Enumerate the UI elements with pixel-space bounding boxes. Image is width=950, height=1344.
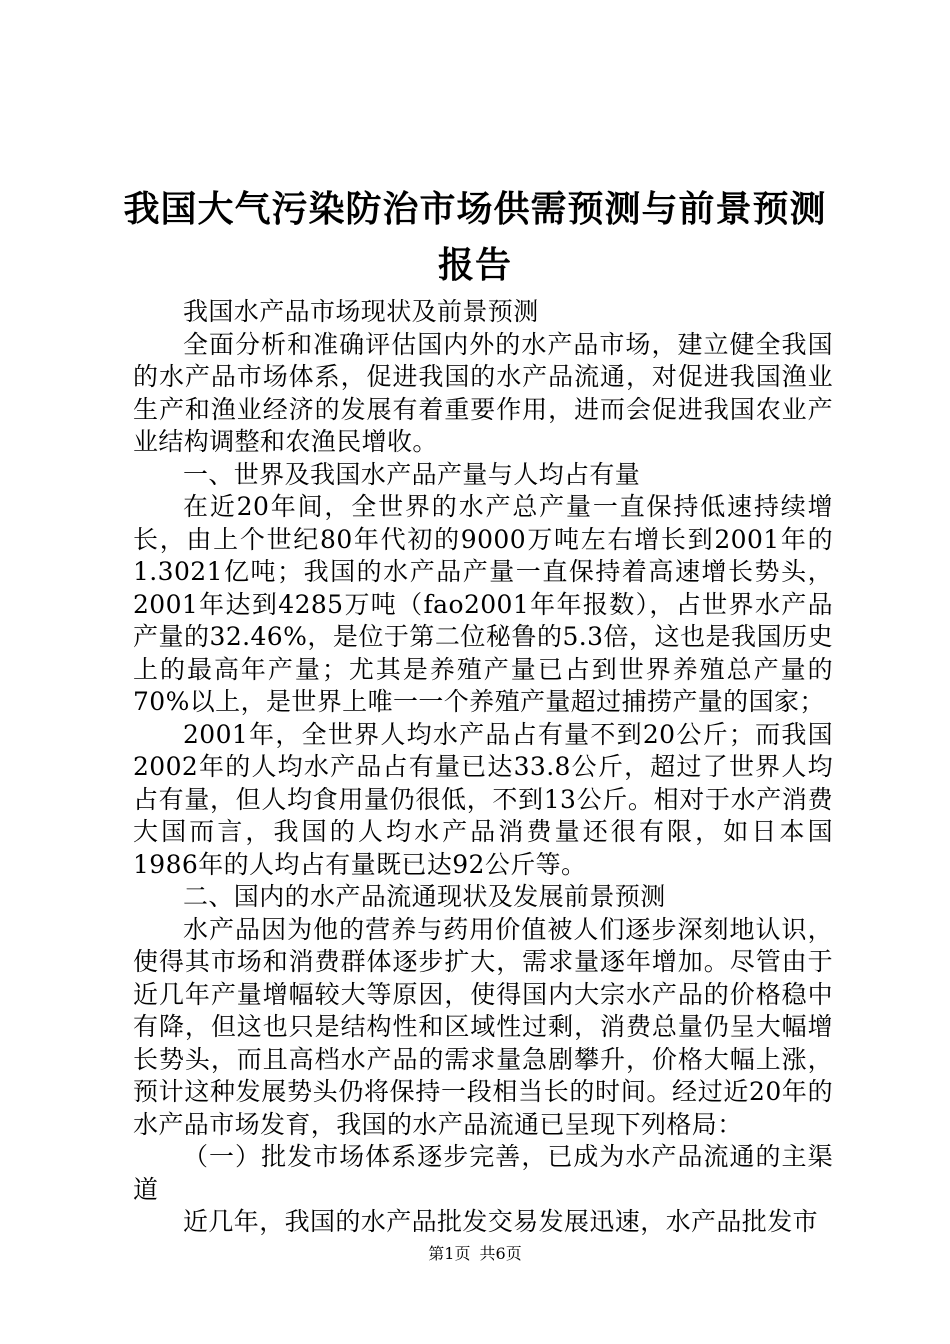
paragraph: 近几年，我国的水产品批发交易发展迅速，水产品批发市 xyxy=(183,1207,819,1236)
page-footer xyxy=(0,1244,950,1264)
document-body xyxy=(133,296,833,1239)
paragraph: 二、国内的水产品流通现状及发展前景预测 xyxy=(183,882,666,911)
paragraph: 水产品因为他的营养与药用价值被人们逐步深刻地认识，使得其市场和消费群体逐步扩大，需求量逐年增加。尽管由于近几年产量增幅较大等原因，使得国内大宗水产品的价格稳中有降，但这也只是结构性和区域性过剩，消费总量仍呈大幅增长势头，而且高档水产品的需求量急剧攀升，价格大幅上涨，预计这种发展势头仍将保持一段相当长的时间。经过近20年的水产品市场发育，我国的水产品流通已呈现下列格局： xyxy=(133,914,833,1139)
paragraph: 全面分析和准确评估国内外的水产品市场，建立健全我国的水产品市场体系，促进我国的水产品流通，对促进我国渔业生产和渔业经济的发展有着重要作用，进而会促进我国农业产业结构调整和农渔民增收。 xyxy=(133,329,833,456)
paragraph: 我国水产品市场现状及前景预测 xyxy=(183,297,539,326)
page-number: 第1页 xyxy=(428,1244,471,1263)
document-title: 我国大气污染防治市场供需预测与前景预测报告 xyxy=(123,189,827,286)
paragraph: 一、世界及我国水产品产量与人均占有量 xyxy=(183,459,641,489)
paragraph: 2001年，全世界人均水产品占有量不到20公斤；而我国2002年的人均水产品占有量已达33.8公斤，超过了世界人均占有量，但人均食用量仍很低，不到13公斤。相对于水产消费大国而言，我国的人均水产品消费量还很有限，如日本国1986年的人均占有量既已达92公斤等。 xyxy=(133,719,833,879)
page-total: 共6页 xyxy=(479,1244,522,1263)
paragraph: 在近20年间，全世界的水产总产量一直保持低速持续增长，由上个世纪80年代初的9000万吨左右增长到2001年的1.3021亿吨；我国的水产品产量一直保持着高速增长势头，2001年达到4285万吨（fao2001年年报数），占世界水产品产量的32.46%，是位于第二位秘鲁的5.3倍，这也是我国历史上的最高年产量；尤其是养殖产量已占到世界养殖总产量的70%以上，是世界上唯一一个养殖产量超过捕捞产量的国家； xyxy=(133,492,833,716)
paragraph: （一）批发市场体系逐步完善，已成为水产品流通的主渠道 xyxy=(133,1142,833,1204)
